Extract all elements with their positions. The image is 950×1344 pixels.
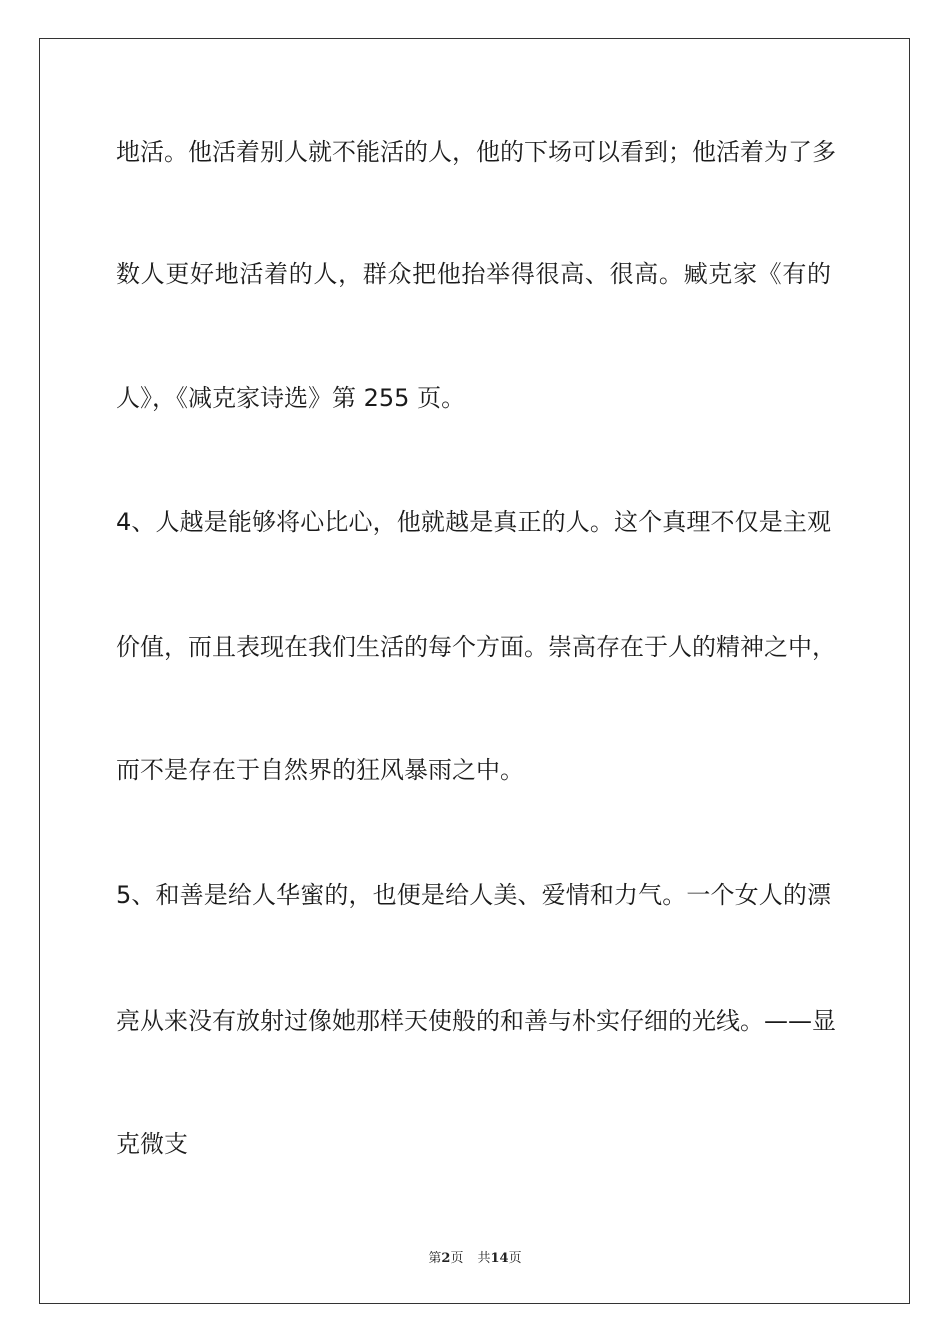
text-line-2: 数人更好地活着的人，群众把他抬举得很高、很高。臧克家《有的 [116,260,831,288]
total-prefix: 共 [477,1251,491,1266]
total-suffix: 页 [508,1251,522,1266]
page-frame [39,38,910,1304]
text-line-9: 克微支 [116,1130,188,1158]
text-line-6: 而不是存在于自然界的狂风暴雨之中。 [116,756,524,784]
page-footer [0,1247,950,1266]
page-current: 2 [441,1251,451,1266]
text-line-8: 亮从来没有放射过像她那样天使般的和善与朴实仔细的光线。——显 [116,1007,836,1035]
text-line-1: 地活。他活着别人就不能活的人，他的下场可以看到；他活着为了多 [116,138,836,166]
text-line-4: 4、人越是能够将心比心，他就越是真正的人。这个真理不仅是主观 [116,508,831,536]
text-line-3: 人》，《减克家诗选》第 255 页。 [116,384,466,412]
text-line-5: 价值，而且表现在我们生活的每个方面。崇高存在于人的精神之中， [116,633,836,661]
page-suffix: 页 [450,1251,464,1266]
text-line-7: 5、和善是给人华蜜的，也便是给人美、爱情和力气。一个女人的漂 [116,881,831,909]
page-total: 14 [490,1251,509,1266]
page-prefix: 第 [428,1251,442,1266]
